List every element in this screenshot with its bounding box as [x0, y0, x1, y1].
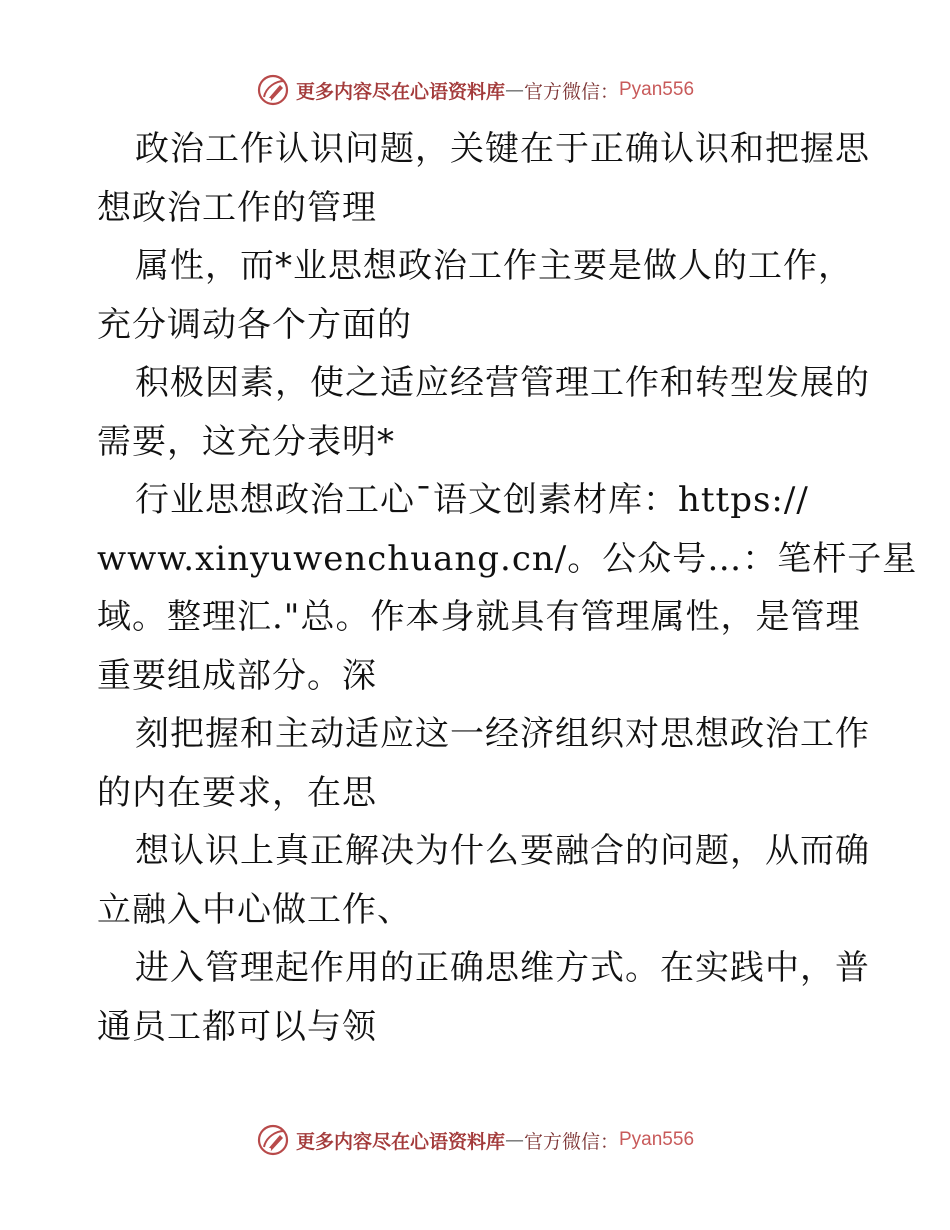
text-line: 想政治工作的管理	[97, 187, 377, 228]
text-line: 刻把握和主动适应这一经济组织对思想政治工作	[135, 714, 870, 754]
text-line: 积极因素，使之适应经营管理工作和转型发展的	[135, 363, 870, 403]
text-line: 立融入中心做工作、	[97, 889, 412, 930]
text-line: www.xinyuwenchuang.cn/。公众号…：笔杆子星	[97, 538, 918, 579]
footer-banner	[0, 1120, 950, 1160]
text-line: 需要，这充分表明*	[97, 421, 395, 462]
text-line: 域。整理汇."总。作本身就具有管理属性，是管理	[97, 597, 861, 637]
pen-nib-logo-icon	[256, 1123, 290, 1157]
banner-wechat-id: Pyan556	[619, 79, 695, 100]
text-line: 通员工都可以与领	[97, 1006, 377, 1047]
banner-separator: —	[504, 79, 524, 101]
banner-wechat-label: 官方微信：	[523, 1130, 619, 1153]
banner-title: 更多内容尽在心语资料库	[295, 80, 505, 103]
text-line: 重要组成部分。深	[97, 655, 377, 696]
pen-nib-logo-icon	[256, 73, 290, 107]
text-line: 想认识上真正解决为什么要融合的问题，从而确	[135, 831, 870, 871]
banner-wechat-id: Pyan556	[619, 1129, 695, 1150]
text-line: 属性，而*业思想政治工作主要是做人的工作，	[135, 246, 853, 286]
banner-title: 更多内容尽在心语资料库	[295, 1130, 505, 1153]
document-body	[97, 120, 918, 1056]
text-line: 充分调动各个方面的	[97, 304, 412, 345]
header-banner	[0, 70, 950, 110]
text-line: 进入管理起作用的正确思维方式。在实践中，普	[135, 948, 870, 988]
text-line: 行业思想政治工心¯语文创素材库：https://	[135, 480, 809, 520]
banner-wechat-label: 官方微信：	[523, 80, 619, 103]
text-line: 的内在要求，在思	[97, 772, 377, 813]
banner-separator: —	[504, 1129, 524, 1151]
text-line: 政治工作认识问题，关键在于正确认识和把握思	[135, 129, 870, 169]
